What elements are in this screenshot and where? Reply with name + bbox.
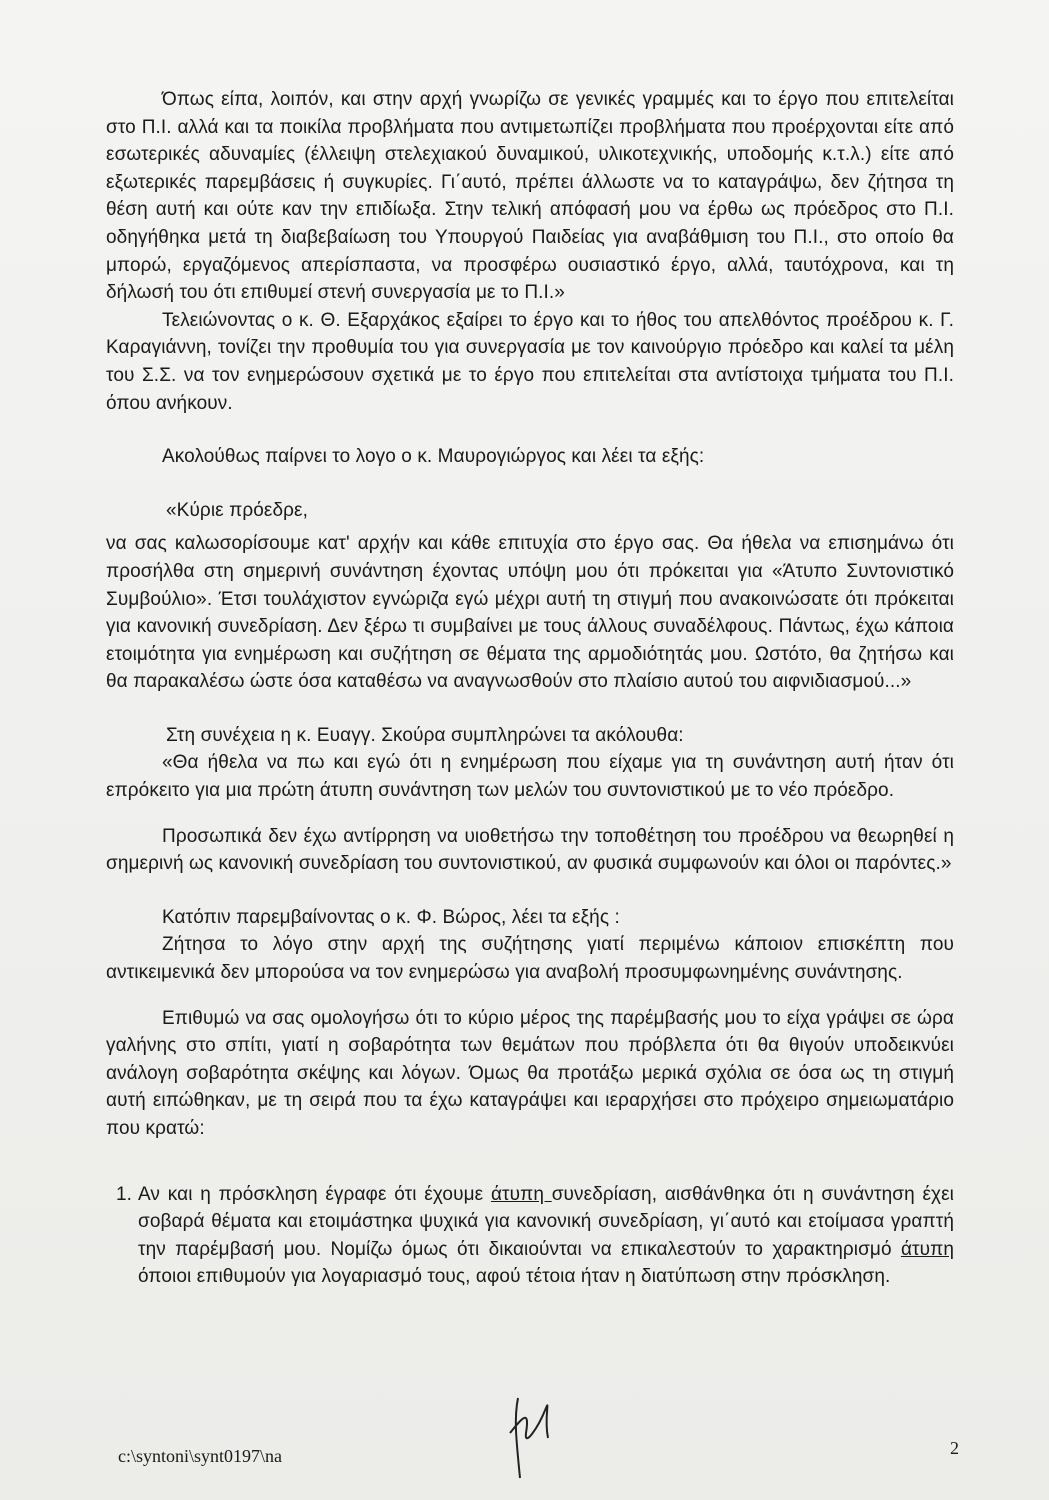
paragraph-voros-visitor: Ζήτησα το λόγο στην αρχή της συζήτησης γιατί περιμένω κάποιον επισκέπτη που αντικειμενικά δεν μπορούσα να τον ενημερώσω για αναβολή προσυμφωνημένης συνάντησης.: [106, 934, 954, 984]
paragraph-mavrogiorgos-speech: να σας καλωσορίσουμε κατ' αρχήν και κάθε επιτυχία στο έργο σας. Θα ήθελα να επισημάνω ότι προσήλθα στη σημερινή συνάντηση έχοντας υπόψη μου ότι πρόκειται για «Άτυπο Συντονιστικό Συμβούλιο». Έτσι τουλάχιστον εγνώριζα εγώ μέχρι αυτή τη στιγμή που ανακοινώσατε ότι πρόκειται για κανονική συνεδρίαση. Δεν ξέρω τι συμβαίνει με τους άλλους συναδέλφους. Πάντως, έχω κάποια ετοιμότητα για ενημέρωση και συζήτηση σε θέματα της αρμοδιότητάς μου. Ωστότο, θα ζητήσω και θα παρακαλέσω ώστε όσα καταθέσω να αναγνωσθούν στο πλαίσιο αυτού του αιφνιδιασμού...»: [106, 533, 954, 693]
paragraph-voros-confession: Επιθυμώ να σας ομολογήσω ότι το κύριο μέρος της παρέμβασής μου το είχα γράψει σε ώρα γαλήνης στο σπίτι, γιατί η σοβαρότητα των θεμάτων που πρόβλεπα ότι θα θιγούν υποδεικνύει ανάλογη σοβαρότητα σκέψης και λόγων. Όμως θα προτάξω μερικά σχόλια σε όσα ως τη στιγμή αυτή ειπώθηκαν, με τη σειρά που τα έχω καταγράψει και ιεραρχήσει στο πρόχειρο σημειωματάριο που κρατώ:: [106, 1007, 954, 1139]
paragraph-voros-intro: Κατόπιν παρεμβαίνοντας ο κ. Φ. Βώρος, λέει τα εξής :: [162, 906, 620, 928]
list-item-number: 1.: [116, 1183, 133, 1205]
document-body: [106, 86, 954, 1291]
underlined-word: άτυπη: [490, 1183, 552, 1205]
paragraph-skoura-opinion: Προσωπικά δεν έχω αντίρρηση να υιοθετήσω την τοποθέτηση του προέδρου να θεωρηθεί η σημερινή ως κανονική συνεδρίαση του συντονιστικού, αν φυσικά συμφωνούν και όλοι οι παρόντες.»: [106, 825, 954, 875]
paragraph-exarchakos-closing: Τελειώνοντας ο κ. Θ. Εξαρχάκος εξαίρει το έργο και το ήθος του απελθόντος προέδρου κ. Γ. Καραγιάννη, τονίζει την προθυμία του για συνεργασία με τον καινούργιο πρόεδρο και καλεί τα μέλη του Σ.Σ. να τον ενημερώσουν σχετικά με το έργο που επιτελείται στα αντίστοιχα τμήματα του Π.Ι. όπου ανήκουν.: [106, 309, 954, 414]
paragraph-mavrogiorgos-intro: Ακολούθως παίρνει το λογο ο κ. Μαυρογιώργος και λέει τα εξής:: [162, 446, 705, 468]
list-item-text-part: Αν και η πρόσκληση έγραφε ότι έχουμε: [138, 1183, 491, 1205]
list-item-text-part: συνεδρίαση, αισθάνθηκα ότι η συνάντηση έχει σοβαρά θέματα και ετοιμάστηκα ψυχικά για κανονική συνεδρίαση, γι΄αυτό και ετοίμασα γραπτή την παρέμβασή μου. Νομίζω όμως ότι δικαιούνται να επικαλεστούν το χαρακτηρισμό: [138, 1183, 954, 1260]
paragraph-president-statement: Όπως είπα, λοιπόν, και στην αρχή γνωρίζω σε γενικές γραμμές και το έργο που επιτελείται στο Π.Ι. αλλά και τα ποικίλα προβλήματα που αντιμετωπίζει προβλήματα που προέρχονται είτε από εσωτερικές αδυναμίες (έλλειψη στελεχιακού δυναμικού, υλικοτεχνικής, υποδομής κ.τ.λ.) είτε από εξωτερικές παρεμβάσεις ή συγκυρίες. Γι΄αυτό, πρέπει άλλωστε να το καταγράψω, δεν ζήτησα τη θέση αυτή και ούτε καν την επιδίωξα. Στην τελική απόφασή μου να έρθω ως πρόεδρος στο Π.Ι. οδηγήθηκα μετά τη διαβεβαίωση του Υπουργού Παιδείας για αναβάθμιση του Π.Ι., στο οποίο θα μπορώ, εργαζόμενος απερίσπαστα, να προσφέρω ουσιαστικό έργο, αλλά, ταυτόχρονα, και τη δήλωσή του ότι επιθυμεί στενή συνεργασία με το Π.Ι.»: [106, 89, 954, 304]
page-number: 2: [950, 1438, 959, 1458]
numbered-list: [106, 1181, 954, 1291]
signature: [500, 1378, 570, 1488]
underlined-word: άτυπη: [900, 1238, 954, 1260]
file-path-footer: c:\syntoni\synt0197\na: [118, 1446, 282, 1466]
paragraph-salutation: «Κύριε πρόεδρε,: [166, 499, 308, 521]
paragraph-skoura-speech: «Θα ήθελα να πω και εγώ ότι η ενημέρωση που είχαμε για τη συνάντηση αυτή ήταν ότι επρόκειτο για μια πρώτη άτυπη συνάντηση των μελών του συντονιστικού με το νέο πρόεδρο.: [106, 752, 954, 802]
list-item-text-part: όποιοι επιθυμούν για λογαριασμό τους, αφού τέτοια ήταν η διατύπωση στην πρόσκληση.: [138, 1266, 891, 1288]
list-item: [106, 1181, 954, 1291]
list-item-text: [138, 1181, 954, 1291]
paragraph-skoura-intro: Στη συνέχεια η κ. Ευαγγ. Σκούρα συμπληρώνει τα ακόλουθα:: [166, 724, 684, 746]
